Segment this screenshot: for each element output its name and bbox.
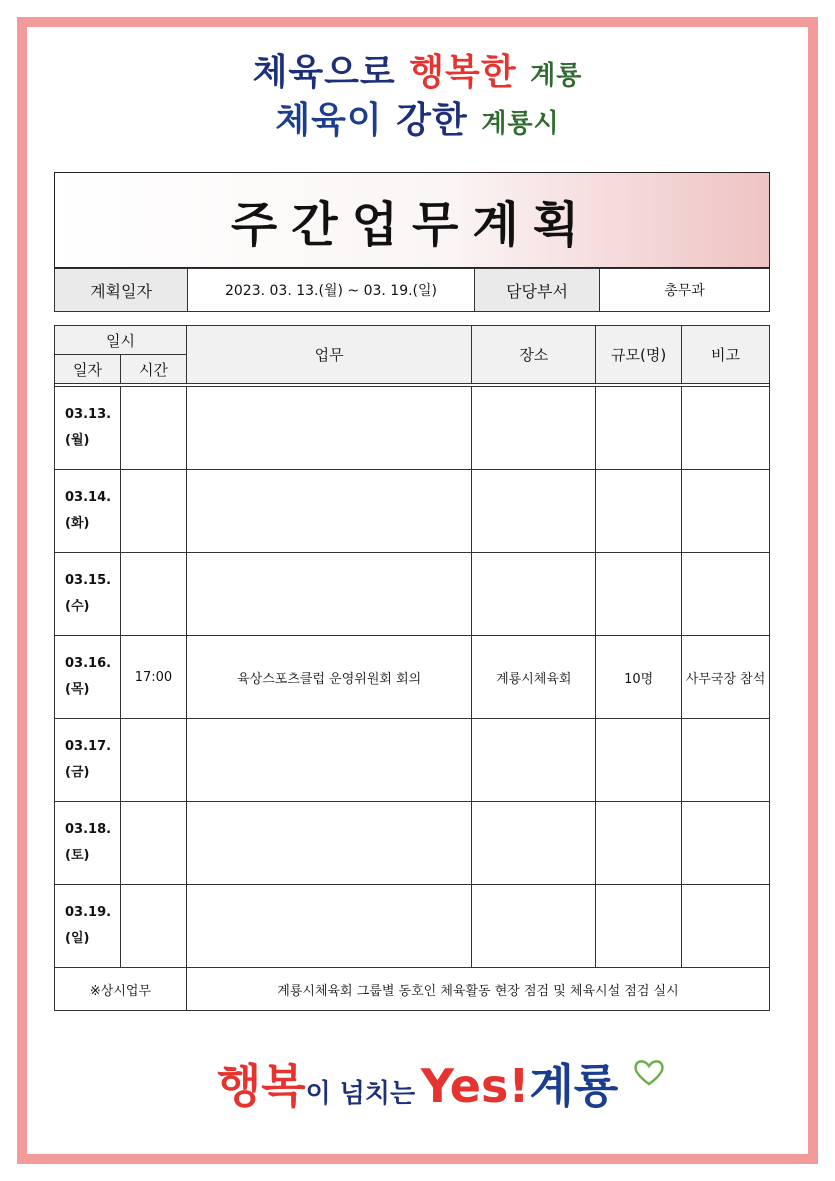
row-task [186,719,472,802]
header-date: 일자 [55,355,121,384]
row-note [682,719,770,802]
row-date: 03.13. [65,407,112,422]
row-task [186,387,472,470]
slogan-top-line2-part2: 강한 [396,100,468,141]
header-time: 시간 [120,355,186,384]
row-date: 03.19. [65,905,112,920]
row-place [472,553,596,636]
row-weekday: (일) [65,931,90,946]
row-time [120,802,186,885]
row-task [186,802,472,885]
slogan-bottom [0,1050,835,1116]
row-time [120,553,186,636]
header-note: 비고 [682,326,770,384]
table-footer-row [55,968,770,1011]
row-time [120,387,186,470]
row-scale: 10명 [596,636,682,719]
plan-date-value: 2023. 03. 13.(월) ~ 03. 19.(일) [188,269,475,312]
row-task [186,553,472,636]
row-note [682,802,770,885]
row-time [120,470,186,553]
table-row [55,802,770,885]
footer-label: ※상시업무 [55,968,187,1011]
row-date: 03.15. [65,573,112,588]
plan-info-table [54,268,770,312]
row-place [472,470,596,553]
row-place [472,885,596,968]
row-date-cell [55,636,121,719]
slogan-bottom-part2: 이 넘치는 [305,1079,416,1109]
dept-label: 담당부서 [475,269,600,312]
header-datetime: 일시 [55,326,187,355]
dept-value: 총무과 [600,269,770,312]
heart-icon [632,1058,666,1086]
table-row [55,636,770,719]
row-scale [596,470,682,553]
page-title: 주간업무계획 [230,196,594,253]
table-row [55,719,770,802]
row-date-cell [55,802,121,885]
table-row [55,387,770,470]
header-scale: 규모(명) [596,326,682,384]
row-task [186,470,472,553]
row-date-cell [55,885,121,968]
header-place: 장소 [472,326,596,384]
row-place: 계룡시체육회 [472,636,596,719]
schedule-table [54,325,770,1011]
row-date: 03.16. [65,656,112,671]
row-place [472,387,596,470]
row-time [120,885,186,968]
slogan-bottom-part3: Yes! [420,1059,530,1113]
slogan-top-line2-part1: 체육이 [275,100,383,141]
slogan-top-line2-part3: 계룡시 [481,109,560,139]
row-scale [596,387,682,470]
row-note [682,470,770,553]
row-task: 육상스포츠클럽 운영위원회 회의 [186,636,472,719]
footer-text: 계룡시체육회 그룹별 동호인 체육활동 현장 점검 및 체육시설 점검 실시 [186,968,769,1011]
slogan-top-line1 [0,44,835,95]
row-scale [596,885,682,968]
row-date: 03.14. [65,490,112,505]
table-row [55,885,770,968]
row-date: 03.17. [65,739,112,754]
row-note [682,553,770,636]
row-place [472,719,596,802]
table-row [55,470,770,553]
row-time [120,719,186,802]
row-date-cell [55,387,121,470]
row-place [472,802,596,885]
slogan-bottom-part1: 행복 [216,1059,306,1113]
row-note [682,387,770,470]
row-scale [596,553,682,636]
row-scale [596,719,682,802]
row-weekday: (금) [65,765,90,780]
row-weekday: (월) [65,433,90,448]
plan-date-label: 계획일자 [55,269,188,312]
row-scale [596,802,682,885]
row-time: 17:00 [120,636,186,719]
header-task: 업무 [186,326,472,384]
slogan-top-line2 [0,92,835,143]
row-task [186,885,472,968]
row-weekday: (화) [65,516,90,531]
row-weekday: (목) [65,682,90,697]
title-box [54,172,770,268]
row-weekday: (수) [65,599,90,614]
row-date-cell [55,470,121,553]
row-date-cell [55,719,121,802]
row-note [682,885,770,968]
row-weekday: (토) [65,848,90,863]
row-date-cell [55,553,121,636]
slogan-bottom-part4: 계룡 [529,1059,619,1113]
slogan-top-line1-part2: 행복한 [409,52,517,93]
table-row [55,553,770,636]
row-note: 사무국장 참석 [682,636,770,719]
row-date: 03.18. [65,822,112,837]
slogan-top-line1-part3: 계룡 [530,61,583,91]
slogan-top-line1-part1: 체육으로 [252,52,396,93]
